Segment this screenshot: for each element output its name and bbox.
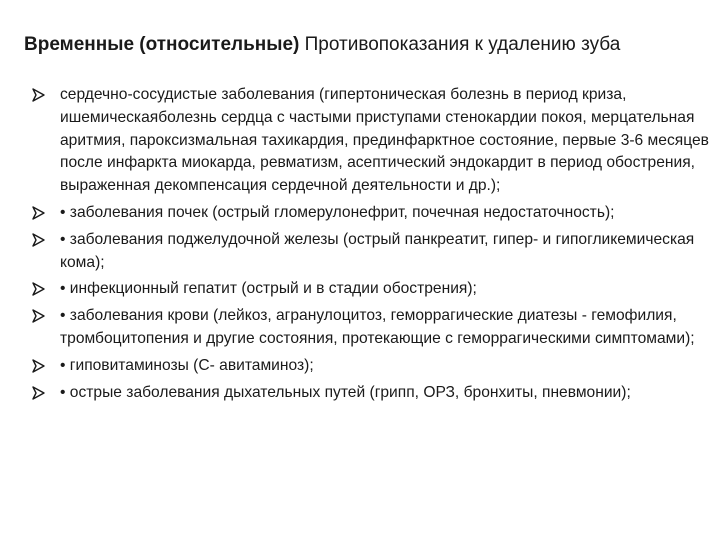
list-item [32,355,712,378]
arrow-check-icon [32,84,60,106]
slide-title [24,33,714,57]
arrow-check-icon [32,229,60,251]
contraindications-list [32,84,712,408]
list-item-text: • заболевания почек (острый гломерулонефрит, почечная недостаточность); [60,203,615,221]
list-item [32,229,712,275]
list-item-text: • инфекционный гепатит (острый и в стадии обострения); [60,280,477,298]
arrow-check-icon [32,202,60,224]
list-item-text: • заболевания крови (лейкоз, агранулоцитоз, геморрагические диатезы - гемофилия, тромбоцитопения и другие состояния, протекающие с геморрагическими симптомами); [60,307,695,347]
list-item-text: • острые заболевания дыхательных путей (грипп, ОРЗ, бронхиты, пневмонии); [60,383,631,401]
list-item [32,278,712,301]
list-item-text: • заболевания поджелудочной железы (острый панкреатит, гипер- и гипогликемическая кома); [60,230,695,271]
list-item-text: • гиповитаминозы (С- авитаминоз); [60,356,314,374]
arrow-check-icon [32,355,60,377]
arrow-check-icon [32,278,60,300]
list-item [32,84,712,198]
arrow-check-icon [32,382,60,404]
list-item [32,382,712,405]
list-item [32,202,712,225]
list-item-text: сердечно-сосудистые заболевания (гипертоническая болезнь в период криза, ишемическаяболезнь сердца с частыми приступами стенокардии покоя, мерцательная аритмия, пароксизмальная тахикардия, прединфарктное состояние, первые 3-6 месяцев после инфаркта миокарда, ревматизм, асептический эндокардит в период обострения, выраженная декомпенсация сердечной деятельности и др.); [60,86,709,195]
title-bold-part: Временные (относительные) [24,34,300,55]
arrow-check-icon [32,305,60,327]
list-item [32,305,712,351]
title-rest-part: Противопоказания к удалению зуба [299,34,621,55]
